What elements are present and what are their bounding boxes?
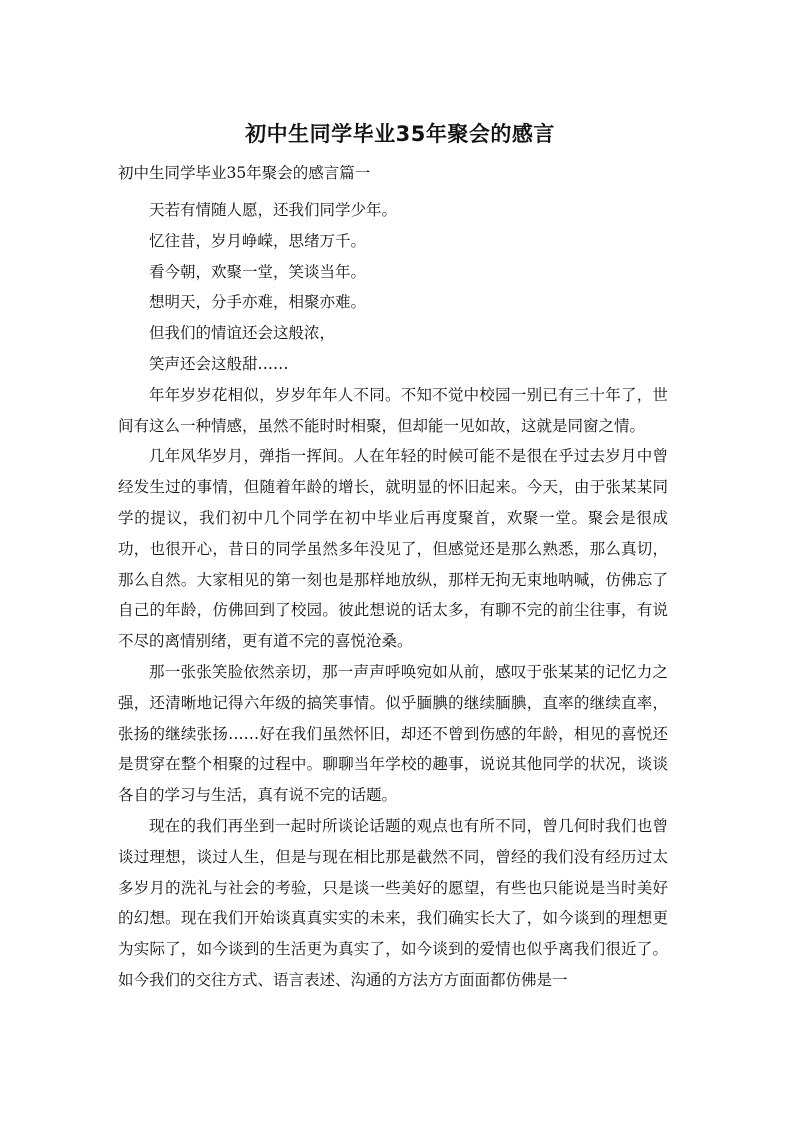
verse-line: 想明天，分手亦难，相聚亦难。	[149, 293, 367, 312]
document-body	[118, 195, 668, 996]
body-paragraph: 现在的我们再坐到一起时所谈论话题的观点也有所不同，曾几何时我们也曾谈过理想，谈过人生，但是与现在相比那是截然不同，曾经的我们没有经历过太多岁月的洗礼与社会的考验，只是谈一些美好的愿望，有些也只能说是当时美好的幻想。现在我们开始谈真真实实的未来，我们确实长大了，如今谈到的理想更为实际了，如今谈到的生活更为真实了，如今谈到的爱情也似乎离我们很近了。如今我们的交往方式、语言表述、沟通的方法方方面面都仿佛是一	[118, 816, 668, 989]
verse-line: 看今朝，欢聚一堂，笑谈当年。	[149, 262, 367, 281]
verse-line: 天若有情随人愿，还我们同学少年。	[149, 201, 398, 219]
body-paragraph: 那一张张笑脸依然亲切，那一声声呼唤宛如从前，感叹于张某某的记忆力之强，还清晰地记得六年级的搞笑事情。似乎腼腆的继续腼腆，直率的继续直率，张扬的继续张扬……好在我们虽然怀旧，却还不曾到伤感的年龄，相见的喜悦还是贯穿在整个相聚的过程中。聊聊当年学校的趣事，说说其他同学的状况，谈谈各自的学习与生活，真有说不完的话题。	[118, 662, 668, 805]
body-paragraph: 年年岁岁花相似，岁岁年年人不同。不知不觉中校园一别已有三十年了，世间有这么一种情感，虽然不能时时相聚，但却能一见如故，这就是同窗之情。	[118, 385, 668, 435]
document-subtitle: 初中生同学毕业35年聚会的感言篇一	[118, 164, 371, 182]
verse-line: 但我们的情谊还会这般浓，	[149, 324, 336, 343]
verse-line: 忆往昔，岁月峥嵘，思绪万千。	[149, 231, 367, 250]
document-title: 初中生同学毕业35年聚会的感言	[245, 122, 555, 146]
verse-line: 笑声还会这般甜……	[149, 354, 289, 373]
body-paragraph: 几年风华岁月，弹指一挥间。人在年轻的时候可能不是很在乎过去岁月中曾经发生过的事情，但随着年龄的增长，就明显的怀旧起来。今天，由于张某某同学的提议，我们初中几个同学在初中毕业后再度聚首，欢聚一堂。聚会是很成功，也很开心，昔日的同学虽然多年没见了，但感觉还是那么熟悉，那么真切，那么自然。大家相见的第一刻也是那样地放纵，那样无拘无束地呐喊，仿佛忘了自己的年龄，仿佛回到了校园。彼此想说的话太多，有聊不完的前尘往事，有说不尽的离情别绪，更有道不完的喜悦沧桑。	[118, 447, 668, 651]
